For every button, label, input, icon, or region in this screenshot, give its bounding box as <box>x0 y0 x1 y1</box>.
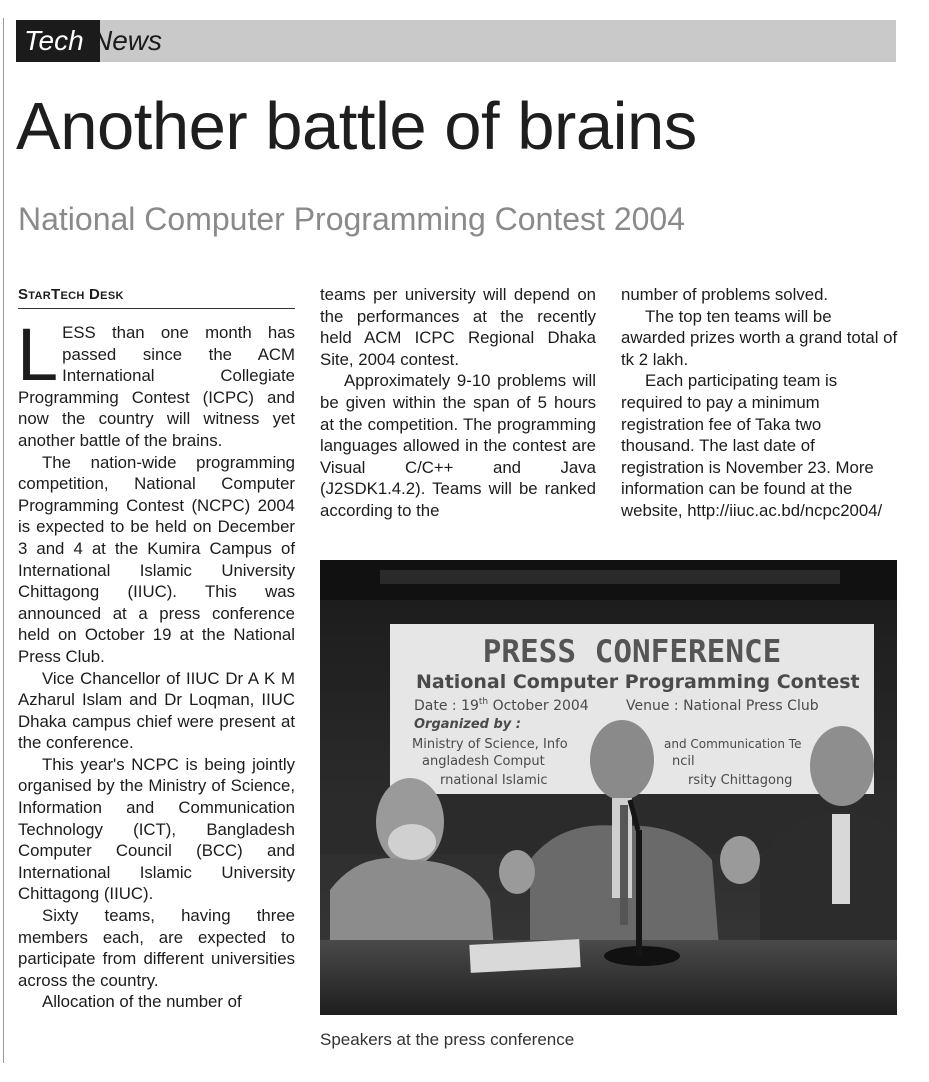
article-subheadline: National Computer Programming Contest 2004 <box>18 201 685 237</box>
paragraph-7-continued: number of problems solved. <box>621 285 829 304</box>
banner-venue: Venue : National Press Club <box>626 698 819 714</box>
photo-illustration <box>320 560 897 1015</box>
paragraph-7: Approximately 9-10 problems will be given within the span of 5 hours at the competition. The programming languages allowed in the contest are Visual C/C++ and Java (J2SDK1.4.2). Teams will be ranked according to the <box>320 371 596 520</box>
banner-org-line-1b: and Communication Te <box>664 737 802 751</box>
section-label-tech: Tech <box>16 20 100 62</box>
banner-org-line-3a: rnational Islamic <box>440 773 548 788</box>
banner-date: Date : 19th October 2004 <box>414 697 589 714</box>
paragraph-9: Each participating team is required to pay a minimum registration fee of Taka two thousand. The last date of registration is November 23. More information can be found at the website, http://iiuc.ac.bd/ncpc2004/ <box>621 371 883 520</box>
article-column-1 <box>17 313 295 1013</box>
article-column-3 <box>621 284 898 522</box>
section-label-news: News <box>92 25 163 56</box>
byline: StarTech Desk <box>18 284 295 309</box>
paragraph-6-start: Allocation of the number of <box>42 992 242 1012</box>
banner-org-line-2b: ncil <box>672 754 695 769</box>
article-headline: Another battle of brains <box>16 89 697 164</box>
banner-title: PRESS CONFERENCE <box>482 634 782 670</box>
paragraph-8: The top ten teams will be awarded prizes worth a grand total of tk 2 lakh. <box>621 306 898 369</box>
table <box>320 940 897 1015</box>
banner-org-line-3b: rsity Chittagong <box>688 773 793 788</box>
banner-organized-by: Organized by : <box>414 717 521 732</box>
paragraph-6-continued: teams per university will depend on the performances at the recently held ACM ICPC Regional Dhaka Site, 2004 contest. <box>320 285 596 369</box>
banner-org-line-2a: angladesh Comput <box>422 754 545 769</box>
page-left-rule <box>3 18 4 1063</box>
press-conference-photo <box>320 560 897 1015</box>
photo-caption: Speakers at the press conference <box>320 1030 575 1049</box>
paragraph-1: LESS than one month has passed since the ACM International Collegiate Programming Contest (ICPC) and now the country will witness yet another battle of the brains. <box>17 313 295 450</box>
banner-subtitle: National Computer Programming Contest <box>416 671 860 693</box>
banner-org-line-1a: Ministry of Science, Info <box>412 737 568 752</box>
paragraph-2: The nation-wide programming competition, National Computer Programming Contest (NCPC) 2004 is expected to be held on December 3 and 4 at the Kumira Campus of International Islamic University Chittagong (IIUC). This was announced at a press conference held on October 19 at the National Press Club. <box>18 452 295 666</box>
paragraph-3: Vice Chancellor of IIUC Dr A K M Azharul Islam and Dr Loqman, IIUC Dhaka campus chief were present at the conference. <box>18 668 295 753</box>
paragraph-4: This year's NCPC is being jointly organised by the Ministry of Science, Information and Communication Technology (ICT), Bangladesh Computer Council (BCC) and International Islamic University Chittagong (IIUC). <box>18 754 295 904</box>
article-column-2 <box>320 284 596 522</box>
drop-cap: L <box>17 313 59 396</box>
paragraph-5: Sixty teams, having three members each, are expected to participate from different universities across the country. <box>18 906 295 990</box>
